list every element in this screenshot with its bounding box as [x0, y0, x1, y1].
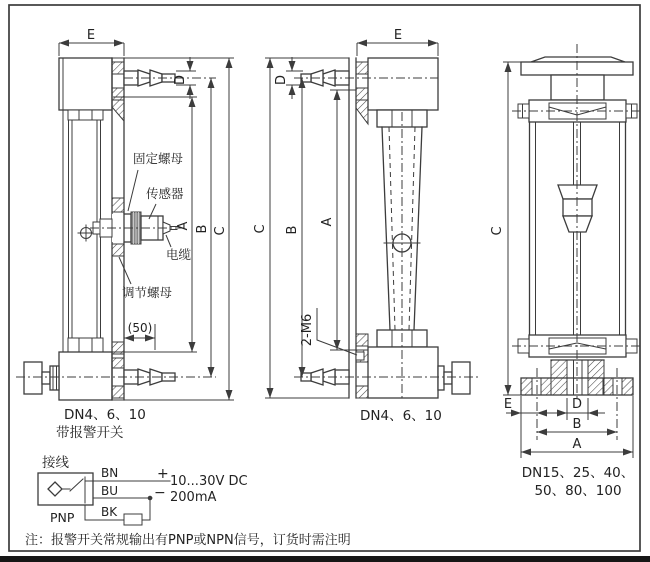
plus-sign: + [157, 466, 169, 482]
caption-right-line2: 50、80、100 [534, 483, 622, 499]
caption-right-line1: DN15、25、40、 [521, 465, 635, 481]
dim-label-a: A [176, 221, 191, 231]
sensor-symbol [48, 482, 62, 496]
dim-label-c: C [253, 224, 268, 234]
leader-cable [166, 235, 171, 247]
dim-label-d: D [571, 397, 583, 412]
label-adjusting-nut: 调节螺母 [122, 285, 173, 300]
meter-body [349, 58, 438, 398]
dim-label-offset50: (50) [127, 321, 153, 335]
right-flow-meter [490, 44, 643, 499]
wire-label-bn: BN [101, 466, 119, 480]
mount-hole-mark [78, 225, 94, 241]
label-sensor: 传感器 [146, 186, 184, 201]
middle-flow-meter [253, 28, 478, 424]
output-current: 200mA [170, 490, 217, 505]
needle-valve [438, 362, 470, 394]
dim-label-d: D [274, 74, 289, 86]
label-fixing-nut: 固定螺母 [133, 151, 184, 166]
load-resistor [124, 514, 142, 525]
dim-label-e: E [503, 397, 513, 412]
tapped-hole [356, 352, 364, 360]
dim-label-e: E [86, 28, 96, 43]
dim-label-c: C [490, 226, 505, 236]
minus-sign: − [154, 485, 166, 501]
leader-fixing-nut [128, 170, 138, 211]
label-cable: 电缆 [166, 247, 192, 262]
wire-label-bu: BU [101, 484, 119, 498]
wiring-diagram [38, 454, 248, 525]
leader-adjusting-nut [119, 257, 131, 284]
dim-label-c: C [213, 226, 228, 236]
transistor-type-label: PNP [50, 510, 75, 525]
left-flow-meter [16, 28, 234, 441]
dim-label-a: A [572, 437, 582, 452]
switch-blade [70, 479, 83, 491]
dim-label-d: D [173, 74, 188, 86]
junction-dot [148, 496, 153, 501]
caption-left-line1: DN4、6、10 [64, 407, 146, 423]
dim-label-e: E [393, 28, 403, 43]
caption-left-line2: 带报警开关 [56, 425, 124, 441]
caption-middle: DN4、6、10 [360, 408, 442, 424]
dim-label-b: B [572, 417, 582, 432]
dim-label-a: A [320, 217, 335, 227]
supply-voltage: 10...30V DC [170, 474, 248, 489]
needle-valve [24, 362, 59, 394]
dim-label-b: B [195, 224, 210, 234]
thread-label: 2-M6 [300, 313, 315, 347]
wire-label-bk: BK [101, 505, 118, 519]
footnote: 注：报警开关常规输出有PNP或NPN信号，订货时需注明 [25, 533, 351, 548]
dim-label-b: B [285, 225, 300, 235]
wiring-title: 接线 [42, 455, 69, 471]
bottom-bar [0, 556, 650, 562]
